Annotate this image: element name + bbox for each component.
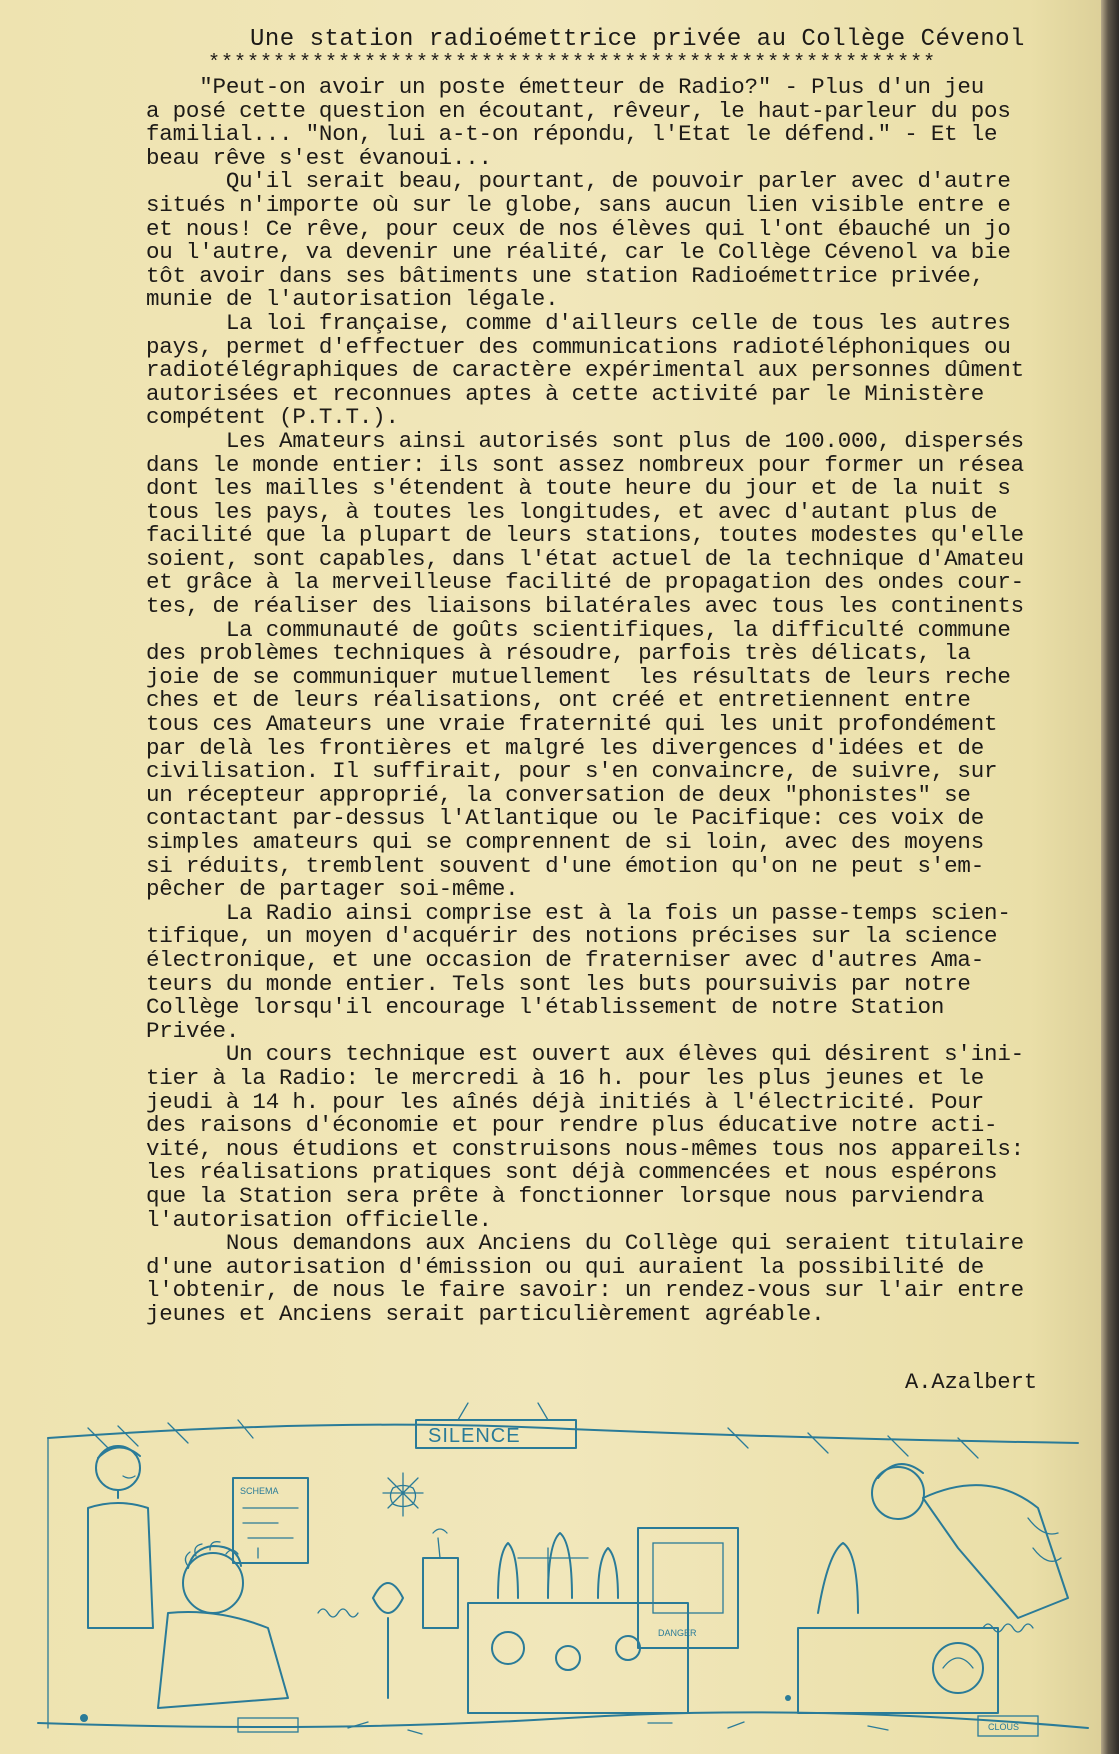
article-line: Privée. <box>146 1017 240 1044</box>
article-line: ou l'autre, va devenir une réalité, car le Collège Cévenol va bie <box>146 239 1011 266</box>
article-line: et nous! Ce rêve, pour ceux de nos élèves qui l'ont ébauché un jo <box>146 215 1011 242</box>
article-line: Un cours technique est ouvert aux élèves qui désirent s'ini- <box>146 1041 1024 1068</box>
illustration-drawing <box>28 1398 1103 1744</box>
article-line: pays, permet d'effectuer des communications radiotéléphoniques ou <box>146 333 1011 360</box>
article-line: tous les pays, à toutes les longitudes, et avec d'autant plus de <box>146 498 998 525</box>
schema-label: SCHEMA <box>240 1486 279 1496</box>
article-line: vité, nous étudions et construisons nous-mêmes tous nos appareils: <box>146 1135 1024 1162</box>
article-line: compétent (P.T.T.). <box>146 404 399 431</box>
article-line: que la Station sera prête à fonctionner lorsque nous parviendra <box>146 1182 985 1209</box>
article-line: tifique, un moyen d'acquérir des notions précises sur la science <box>146 923 998 950</box>
article-line: par delà les frontières et malgré les divergences d'idées et de <box>146 734 985 761</box>
article-line: tôt avoir dans ses bâtiments une station Radioémettrice privée, <box>146 262 985 289</box>
article-line: beau rêve s'est évanoui... <box>146 144 492 171</box>
article-body <box>146 76 1106 1326</box>
clous-label: CLOUS <box>988 1722 1020 1732</box>
article-line: pêcher de partager soi-même. <box>146 876 519 903</box>
article-line: si réduits, tremblent souvent d'une émotion qu'on ne peut s'em- <box>146 852 985 879</box>
title-underline-stars: ******************************************************** <box>208 52 937 75</box>
article-line: a posé cette question en écoutant, rêveur, le haut-parleur du pos <box>146 97 1011 124</box>
article-line: Les Amateurs ainsi autorisés sont plus de 100.000, dispersés <box>146 427 1024 454</box>
article-line: radiotélégraphiques de caractère expérimental aux personnes dûment <box>146 357 1024 384</box>
radio-workshop-illustration <box>28 1398 1103 1744</box>
article-line: situés n'importe où sur le globe, sans aucun lien visible entre e <box>146 191 1011 218</box>
article-line: les réalisations pratiques sont déjà commencées et nous espérons <box>146 1159 998 1186</box>
article-line: des problèmes techniques à résoudre, parfois très délicats, la <box>146 640 971 667</box>
silence-sign: SILENCE <box>428 1425 521 1447</box>
article-line: Nous demandons aux Anciens du Collège qui seraient titulaire <box>146 1230 1024 1257</box>
article-line: tier à la Radio: le mercredi à 16 h. pour les plus jeunes et le <box>146 1064 985 1091</box>
article-line: La Radio ainsi comprise est à la fois un passe-temps scien- <box>146 899 1011 926</box>
article-line: Qu'il serait beau, pourtant, de pouvoir parler avec d'autre <box>146 168 1011 195</box>
article-line: tous ces Amateurs une vraie fraternité qui les unit profondément <box>146 711 998 738</box>
article-line: jeunes et Anciens serait particulièrement agréable. <box>146 1300 825 1327</box>
article-line: simples amateurs qui se comprennent de si loin, avec des moyens <box>146 829 985 855</box>
article-line: ches et de leurs réalisations, ont créé et entretiennent entre <box>146 687 971 714</box>
article-line: familial... "Non, lui a-t-on répondu, l'Etat le défend." - Et le <box>146 121 998 148</box>
article-line: jeudi à 14 h. pour les aînés déjà initiés à l'électricité. Pour <box>146 1088 985 1115</box>
article-line: un récepteur approprié, la conversation de deux "phonistes" se <box>146 781 971 808</box>
article-line: l'obtenir, de nous le faire savoir: un rendez-vous sur l'air entre <box>146 1277 1024 1304</box>
article-line: d'une autorisation d'émission ou qui auraient la possibilité de <box>146 1253 985 1280</box>
article-line: "Peut-on avoir un poste émetteur de Radio?" - Plus d'un jeu <box>146 74 985 100</box>
article-line: La loi française, comme d'ailleurs celle de tous les autres <box>146 309 1011 336</box>
article-line: soient, sont capables, dans l'état actuel de la technique d'Amateu <box>146 545 1024 572</box>
article-line: La communauté de goûts scientifiques, la difficulté commune <box>146 616 1011 643</box>
article-line: des raisons d'économie et pour rendre plus éducative notre acti- <box>146 1112 998 1139</box>
article-line: joie de se communiquer mutuellement les résultats de leurs reche <box>146 663 1011 690</box>
author-signature: A.Azalbert <box>905 1370 1038 1395</box>
page-binding-edge <box>1101 0 1119 1754</box>
article-line: dans le monde entier: ils sont assez nombreux pour former un résea <box>146 451 1024 478</box>
article-line: électronique, et une occasion de fraterniser avec d'autres Ama- <box>146 946 985 973</box>
article-line: Collège lorsqu'il encourage l'établissement de notre Station <box>146 994 945 1021</box>
article-line: munie de l'autorisation légale. <box>146 286 559 313</box>
article-line: civilisation. Il suffirait, pour s'en convaincre, de suivre, sur <box>146 758 998 785</box>
article-line: et grâce à la merveilleuse facilité de propagation des ondes cour- <box>146 569 1024 596</box>
article-line: autorisées et reconnues aptes à cette activité par le Ministère <box>146 380 985 407</box>
article-line: l'autorisation officielle. <box>146 1206 492 1233</box>
article-line: tes, de réaliser des liaisons bilatérales avec tous les continents <box>146 593 1024 620</box>
article-line: contactant par-dessus l'Atlantique ou le Pacifique: ces voix de <box>146 805 985 832</box>
article-line: teurs du monde entier. Tels sont les buts poursuivis par notre <box>146 970 971 997</box>
danger-label: DANGER <box>658 1628 697 1638</box>
article-line: dont les mailles s'étendent à toute heure du jour et de la nuit s <box>146 475 1011 502</box>
article-title: Une station radioémettrice privée au Collège Cévenol <box>250 26 1025 53</box>
article-line: facilité que la plupart de leurs stations, toutes modestes qu'elle <box>146 522 1024 549</box>
